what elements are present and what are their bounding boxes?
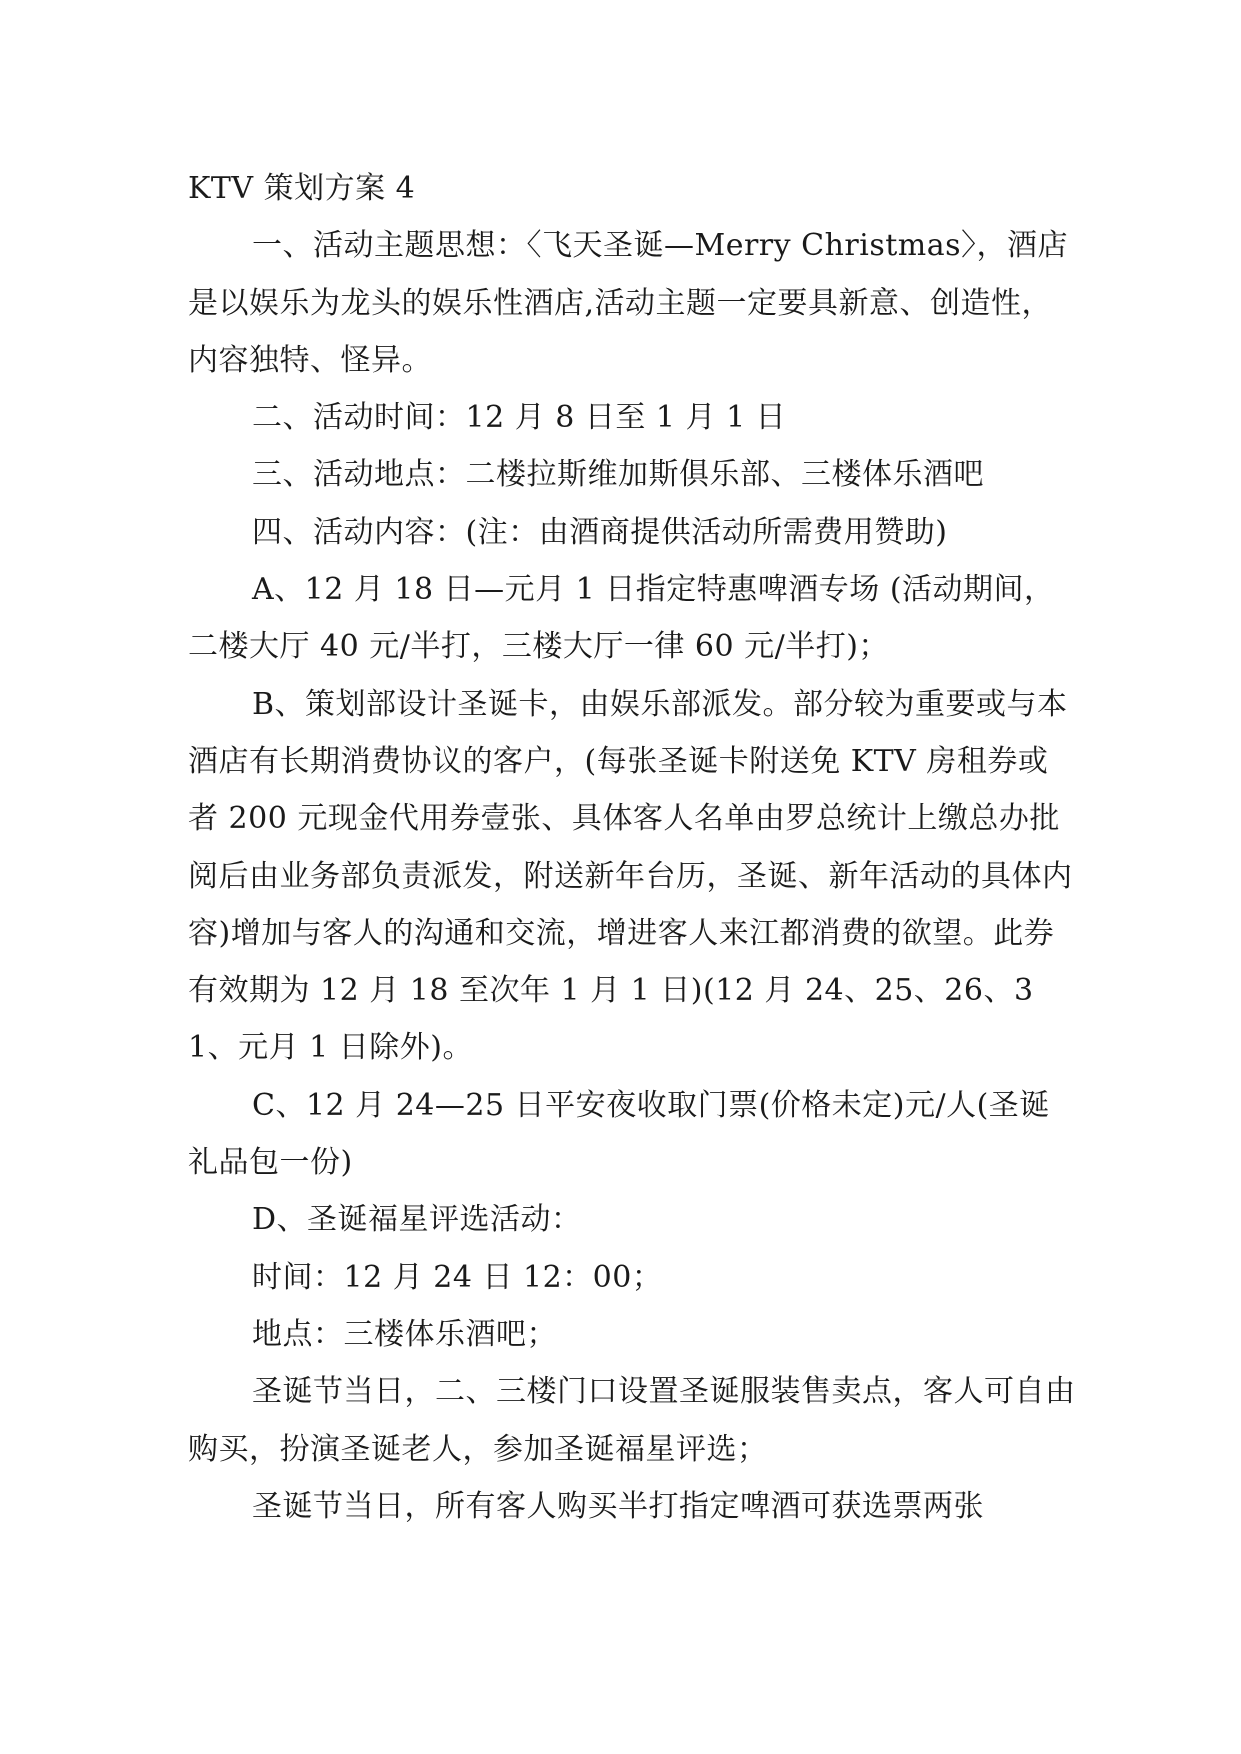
paragraph-time: 二、活动时间：12 月 8 日至 1 月 1 日 [252,400,787,436]
paragraph-d-ballot: 圣诞节当日，所有客人购买半打指定啤酒可获选票两张 [252,1488,984,1524]
paragraph-theme: 一、活动主题思想：〈飞天圣诞—Merry Christmas〉，酒店是以娱乐为龙头的娱乐性酒店,活动主题一定要具新意、创造性，内容独特、怪异。 [188,228,1069,378]
paragraph-item-c: C、12 月 24—25 日平安夜收取门票(价格未定)元/人(圣诞礼品包一份) [188,1087,1050,1181]
paragraph-d-time: 时间：12 月 24 日 12：00； [252,1259,663,1295]
paragraph-item-a: A、12 月 18 日—元月 1 日指定特惠啤酒专场 (活动期间，二楼大厅 40 元/半打，三楼大厅一律 60 元/半打)； [188,572,1055,665]
paragraph-item-b: B、策划部设计圣诞卡，由娱乐部派发。部分较为重要或与本酒店有长期消费协议的客户，(每张圣诞卡附送免 KTV 房租券或者 200 元现金代用券壹张、具体客人名单由罗总统计上缴总办批阅后由业务部负责派发，附送新年台历，圣诞、新年活动的具体内容)增加与客人的沟通和交流，增进客人来江都消费的欲望。此券有效期为 12 月 18 至次年 1 月 1 日)(12 月 24、25、26、31、元月 1 日除外)。 [188,686,1073,1066]
document-title: KTV 策划方案 4 [188,171,416,206]
paragraph-d-costume: 圣诞节当日，二、三楼门口设置圣诞服装售卖点，客人可自由购买，扮演圣诞老人，参加圣诞福星评选； [188,1374,1076,1467]
document-body [188,160,1078,1535]
paragraph-location: 三、活动地点：二楼拉斯维加斯俱乐部、三楼体乐酒吧 [252,457,984,493]
paragraph-item-d: D、圣诞福星评选活动： [252,1202,582,1238]
paragraph-d-location: 地点：三楼体乐酒吧； [252,1316,557,1352]
paragraph-content-heading: 四、活动内容：(注：由酒商提供活动所需费用赞助) [252,514,948,550]
